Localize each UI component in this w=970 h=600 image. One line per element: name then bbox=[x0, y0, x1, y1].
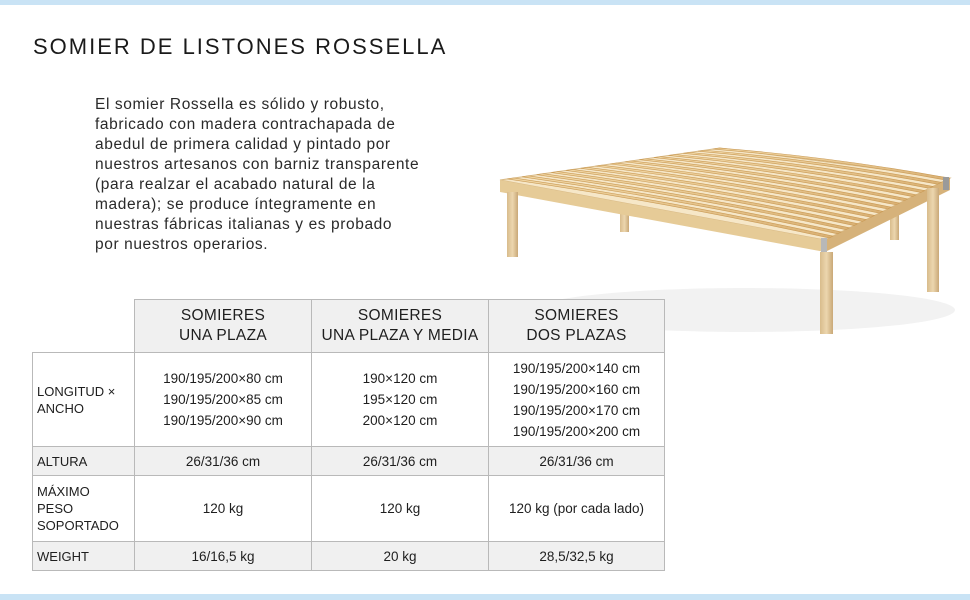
row-header-line: MÁXIMO bbox=[37, 484, 90, 499]
leg-front-right bbox=[820, 252, 833, 334]
row-header bbox=[33, 542, 135, 571]
cell-line: 28,5/32,5 kg bbox=[539, 548, 614, 564]
row-header-line: LONGITUD × bbox=[37, 383, 116, 399]
table-cell bbox=[489, 353, 665, 447]
page-title: SOMIER DE LISTONES ROSSELLA bbox=[33, 34, 448, 59]
bottom-band bbox=[0, 594, 970, 600]
table-row bbox=[33, 353, 665, 447]
top-band bbox=[0, 0, 970, 5]
column-header bbox=[489, 300, 665, 353]
leg-right bbox=[927, 188, 939, 292]
row-header-line: WEIGHT bbox=[37, 548, 89, 564]
column-header-line: SOMIERES bbox=[180, 307, 266, 324]
cell-line: 190/195/200×200 cm bbox=[512, 423, 641, 439]
cell-line: 20 kg bbox=[383, 548, 417, 564]
table-cell bbox=[135, 353, 312, 447]
cell-line: 190/195/200×90 cm bbox=[163, 413, 283, 428]
column-header-line: DOS PLAZAS bbox=[526, 327, 627, 344]
description-line: abedul de primera calidad y pintado por bbox=[95, 136, 391, 153]
table-row bbox=[33, 542, 665, 571]
description-line: por nuestros operarios. bbox=[95, 236, 269, 253]
description-line: madera); se produce íntegramente en bbox=[95, 196, 377, 213]
table-cell bbox=[489, 447, 665, 476]
table-row bbox=[33, 447, 665, 476]
table-cell bbox=[489, 542, 665, 571]
cell-line: 195×120 cm bbox=[362, 392, 438, 407]
table-row bbox=[33, 476, 665, 542]
table-cell bbox=[135, 542, 312, 571]
cell-line: 190/195/200×160 cm bbox=[512, 381, 641, 397]
column-header-line: UNA PLAZA Y MEDIA bbox=[321, 327, 479, 344]
row-header-line: ANCHO bbox=[37, 400, 84, 416]
cell-line: 190×120 cm bbox=[362, 371, 438, 386]
column-header-line: SOMIERES bbox=[534, 307, 619, 324]
row-header bbox=[33, 353, 135, 447]
cell-line: 120 kg bbox=[202, 501, 244, 516]
table-cell bbox=[135, 447, 312, 476]
description-line: (para realzar el acabado natural de la bbox=[95, 176, 376, 193]
column-header bbox=[312, 300, 489, 353]
cell-line: 190/195/200×170 cm bbox=[512, 402, 641, 418]
table-cell bbox=[489, 476, 665, 542]
description-line: fabricado con madera contrachapada de bbox=[95, 116, 396, 133]
column-header-line: SOMIERES bbox=[357, 307, 443, 324]
table-cell bbox=[312, 476, 489, 542]
table-cell bbox=[312, 447, 489, 476]
cell-line: 26/31/36 cm bbox=[539, 453, 614, 469]
cell-line: 190/195/200×85 cm bbox=[163, 392, 283, 407]
row-header-line: SOPORTADO bbox=[37, 518, 119, 533]
cell-line: 26/31/36 cm bbox=[185, 453, 261, 469]
table-corner bbox=[33, 300, 135, 353]
description-line: nuestros artesanos con barniz transparente bbox=[95, 156, 420, 173]
row-header bbox=[33, 447, 135, 476]
cell-line: 26/31/36 cm bbox=[362, 453, 438, 469]
cell-line: 200×120 cm bbox=[362, 413, 438, 428]
row-header-line: ALTURA bbox=[37, 453, 88, 469]
table-cell bbox=[312, 542, 489, 571]
column-header bbox=[135, 300, 312, 353]
row-header bbox=[33, 476, 135, 542]
cell-line: 16/16,5 kg bbox=[191, 548, 255, 564]
cell-line: 190/195/200×80 cm bbox=[163, 371, 283, 386]
leg-front-left bbox=[507, 192, 518, 257]
table-cell bbox=[135, 476, 312, 542]
table-cell bbox=[312, 353, 489, 447]
column-header-line: UNA PLAZA bbox=[179, 327, 267, 344]
product-description bbox=[95, 95, 490, 255]
row-header-line: PESO bbox=[37, 501, 74, 516]
specs-table bbox=[32, 299, 665, 571]
description-line: El somier Rossella es sólido y robusto, bbox=[95, 96, 385, 113]
cell-line: 190/195/200×140 cm bbox=[512, 360, 641, 376]
description-line: nuestras fábricas italianas y es probado bbox=[95, 216, 393, 233]
cell-line: 120 kg (por cada lado) bbox=[508, 501, 645, 516]
cell-line: 120 kg bbox=[379, 501, 421, 516]
